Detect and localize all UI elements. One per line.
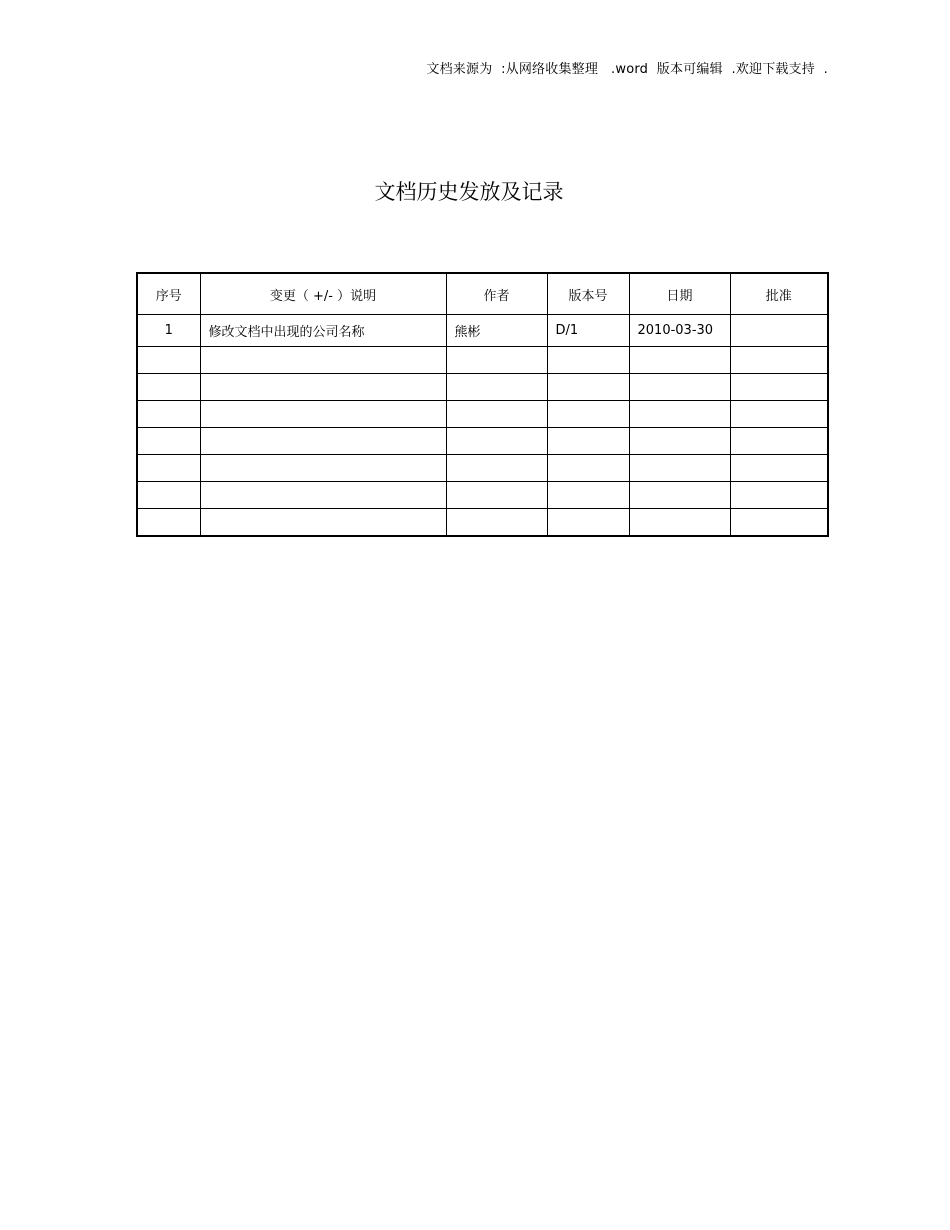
table-row [137,401,828,428]
cell-approval [730,509,828,537]
cell-approval [730,401,828,428]
cell-date [629,482,730,509]
cell-version [547,428,629,455]
cell-approval [730,428,828,455]
cell-approval [730,482,828,509]
cell-date [629,401,730,428]
cell-approval [730,315,828,347]
cell-seq [137,428,200,455]
cell-version [547,482,629,509]
cell-change-desc [200,509,446,537]
cell-change-desc: 修改文档中出现的公司名称 [200,315,446,347]
cell-seq [137,401,200,428]
cell-date [629,509,730,537]
cell-date: 2010-03-30 [629,315,730,347]
cell-change-desc [200,347,446,374]
cell-author [446,455,547,482]
cell-version [547,374,629,401]
cell-version [547,401,629,428]
cell-change-desc [200,374,446,401]
cell-seq [137,455,200,482]
cell-approval [730,374,828,401]
table-row [137,315,828,347]
header-approval: 批准 [730,273,828,315]
cell-version: D/1 [547,315,629,347]
cell-seq: 1 [137,315,200,347]
table-row [137,509,828,537]
cell-version [547,455,629,482]
header-author: 作者 [446,273,547,315]
header-date: 日期 [629,273,730,315]
header-change-desc: 变更（ +/- ）说明 [200,273,446,315]
release-history-table [136,272,829,537]
header-version: 版本号 [547,273,629,315]
cell-author [446,401,547,428]
cell-change-desc [200,482,446,509]
cell-change-desc [200,455,446,482]
table-header-row [137,273,828,315]
cell-version [547,347,629,374]
cell-change-desc [200,428,446,455]
cell-date [629,455,730,482]
cell-approval [730,455,828,482]
cell-approval [730,347,828,374]
cell-seq [137,374,200,401]
cell-author [446,374,547,401]
cell-seq [137,509,200,537]
cell-date [629,374,730,401]
header-seq: 序号 [137,273,200,315]
cell-seq [137,347,200,374]
table-row [137,374,828,401]
cell-author [446,428,547,455]
table-row [137,455,828,482]
cell-date [629,347,730,374]
table-row [137,482,828,509]
document-title: 文档历史发放及记录 [374,180,564,204]
cell-version [547,509,629,537]
source-note: 文档来源为 :从网络收集整理 .word 版本可编辑 .欢迎下载支持 . [426,62,828,77]
table-row [137,347,828,374]
cell-date [629,428,730,455]
cell-author [446,509,547,537]
table-row [137,428,828,455]
cell-seq [137,482,200,509]
cell-author: 熊彬 [446,315,547,347]
cell-author [446,347,547,374]
cell-change-desc [200,401,446,428]
cell-author [446,482,547,509]
